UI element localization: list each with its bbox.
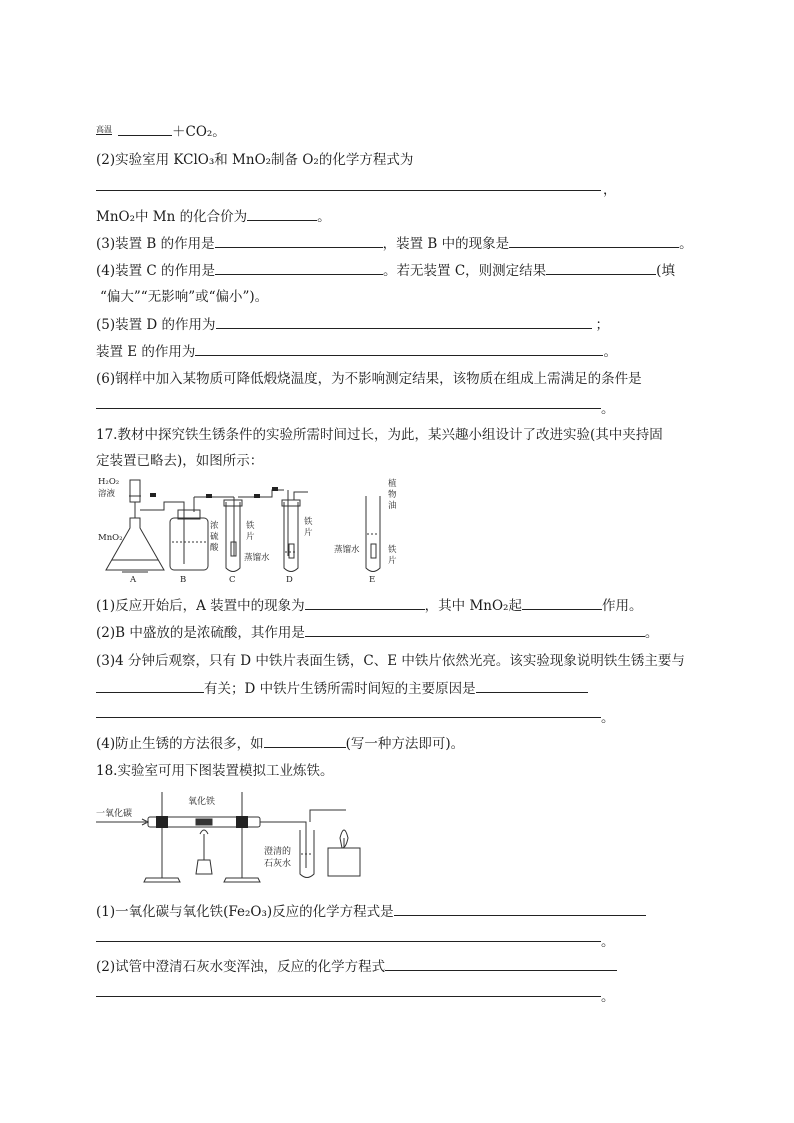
oil-label-1: 植	[388, 479, 397, 489]
limewater-label-2: 石灰水	[264, 859, 292, 869]
answer-blank[interactable]	[96, 176, 601, 191]
conc-acid-label-1: 浓	[210, 521, 219, 531]
q16-part5-line: (5)装置 D 的作用为 ；	[96, 313, 609, 333]
rust-experiment-figure	[96, 472, 416, 584]
co-label: 一氧化碳	[96, 809, 133, 819]
answer-blank[interactable]	[264, 733, 346, 748]
answer-blank[interactable]	[96, 927, 601, 942]
answer-blank[interactable]	[476, 678, 588, 693]
oil-label-3: 油	[388, 501, 397, 511]
answer-blank[interactable]	[394, 901, 646, 916]
q16-part3-line: (3)装置 B 的作用是 ，装置 B 中的现象是 。	[96, 232, 693, 252]
comma-mark: ，	[603, 182, 617, 198]
iron-smelting-figure	[96, 782, 364, 890]
answer-blank[interactable]	[96, 982, 601, 997]
answer-blank[interactable]	[247, 206, 317, 221]
iron-d-label-2: 片	[304, 528, 313, 538]
solution-label: 溶液	[98, 489, 116, 499]
q16-part6-line: (6)钢样中加入某物质可降低煅烧温度，为不影响测定结果，该物质在组成上需满足的条件是	[96, 371, 642, 387]
q16-top-line: $^{高温}$ ＋CO₂。	[96, 120, 226, 140]
q17-part3b-line: 有关；D 中铁片生锈所需时间短的主要原因是	[96, 677, 588, 697]
q16-part4-line: (4)装置 C 的作用是 。若无装置 C，则测定结果 (填	[96, 259, 675, 279]
q16-part2b-line: MnO₂中 Mn 的化合价为 。	[96, 205, 331, 225]
conc-acid-label-2: 硫	[210, 532, 219, 542]
q16-part4-options: “偏大”“无影响”或“偏小”)。	[100, 289, 269, 305]
iron-e-label-2: 片	[388, 556, 397, 566]
period-mark: 。	[601, 934, 615, 950]
q18-stem-line: 18.实验室可用下图装置模拟工业炼铁。	[96, 763, 334, 779]
answer-blank[interactable]	[305, 622, 645, 637]
oil-label-2: 物	[388, 490, 397, 500]
iron-c-label-2: 片	[246, 532, 255, 542]
iron-e-label-1: 铁	[388, 545, 397, 555]
q18-part1-line: (1)一氧化碳与氧化铁(Fe₂O₃)反应的化学方程式是	[96, 900, 646, 920]
answer-blank[interactable]	[216, 314, 592, 329]
answer-blank[interactable]	[96, 703, 601, 718]
iron-d-label-1: 铁	[304, 517, 313, 527]
q17-part2-line: (2)B 中盛放的是浓硫酸，其作用是 。	[96, 621, 658, 641]
answer-blank[interactable]	[305, 595, 425, 610]
answer-blank[interactable]	[96, 678, 204, 693]
label-e: E	[369, 575, 376, 584]
answer-blank[interactable]	[215, 233, 383, 248]
q17-stem-line2: 定装置已略去)，如图所示：	[96, 453, 264, 469]
q16-part5b-line: 装置 E 的作用为 。	[96, 340, 617, 360]
period-mark: 。	[601, 989, 615, 1005]
period-mark: 。	[601, 401, 615, 417]
water-c-label: 蒸馏水	[244, 553, 270, 563]
q17-part4-line: (4)防止生锈的方法很多，如 (写一种方法即可)。	[96, 732, 464, 752]
q18-part2-line: (2)试管中澄清石灰水变浑浊，反应的化学方程式	[96, 955, 617, 975]
label-b: B	[180, 575, 187, 584]
answer-blank[interactable]	[509, 233, 679, 248]
label-a: A	[130, 575, 137, 584]
answer-blank[interactable]	[96, 394, 601, 409]
q16-part2-line: (2)实验室用 KClO₃和 MnO₂制备 O₂的化学方程式为	[96, 152, 414, 168]
limewater-label-1: 澄清的	[264, 847, 292, 857]
water-e-label: 蒸馏水	[334, 545, 360, 555]
fe2o3-label: 氧化铁	[188, 797, 216, 807]
mno2-label: MnO₂	[98, 533, 123, 543]
q17-part1-line: (1)反应开始后，A 装置中的现象为 ，其中 MnO₂起 作用。	[96, 594, 642, 614]
answer-blank[interactable]	[385, 956, 617, 971]
label-d: D	[286, 575, 293, 584]
conc-acid-label-3: 酸	[210, 543, 219, 553]
answer-blank[interactable]	[546, 260, 656, 275]
q17-stem-line1: 17.教材中探究铁生锈条件的实验所需时间过长，为此，某兴趣小组设计了改进实验(其中夹持固	[96, 427, 663, 443]
condition-label: 高温	[96, 125, 112, 134]
answer-blank[interactable]	[215, 260, 383, 275]
answer-blank[interactable]	[522, 595, 602, 610]
label-c: C	[229, 575, 236, 584]
answer-blank[interactable]	[195, 341, 603, 356]
iron-c-label-1: 铁	[246, 521, 255, 531]
period-mark: 。	[601, 710, 615, 726]
answer-blank[interactable]	[118, 121, 172, 136]
q17-part3-line: (3)4 分钟后观察，只有 D 中铁片表面生锈，C、E 中铁片依然光亮。该实验现象说明铁生锈主要与	[96, 653, 685, 669]
h2o2-label: H₂O₂	[98, 477, 120, 487]
